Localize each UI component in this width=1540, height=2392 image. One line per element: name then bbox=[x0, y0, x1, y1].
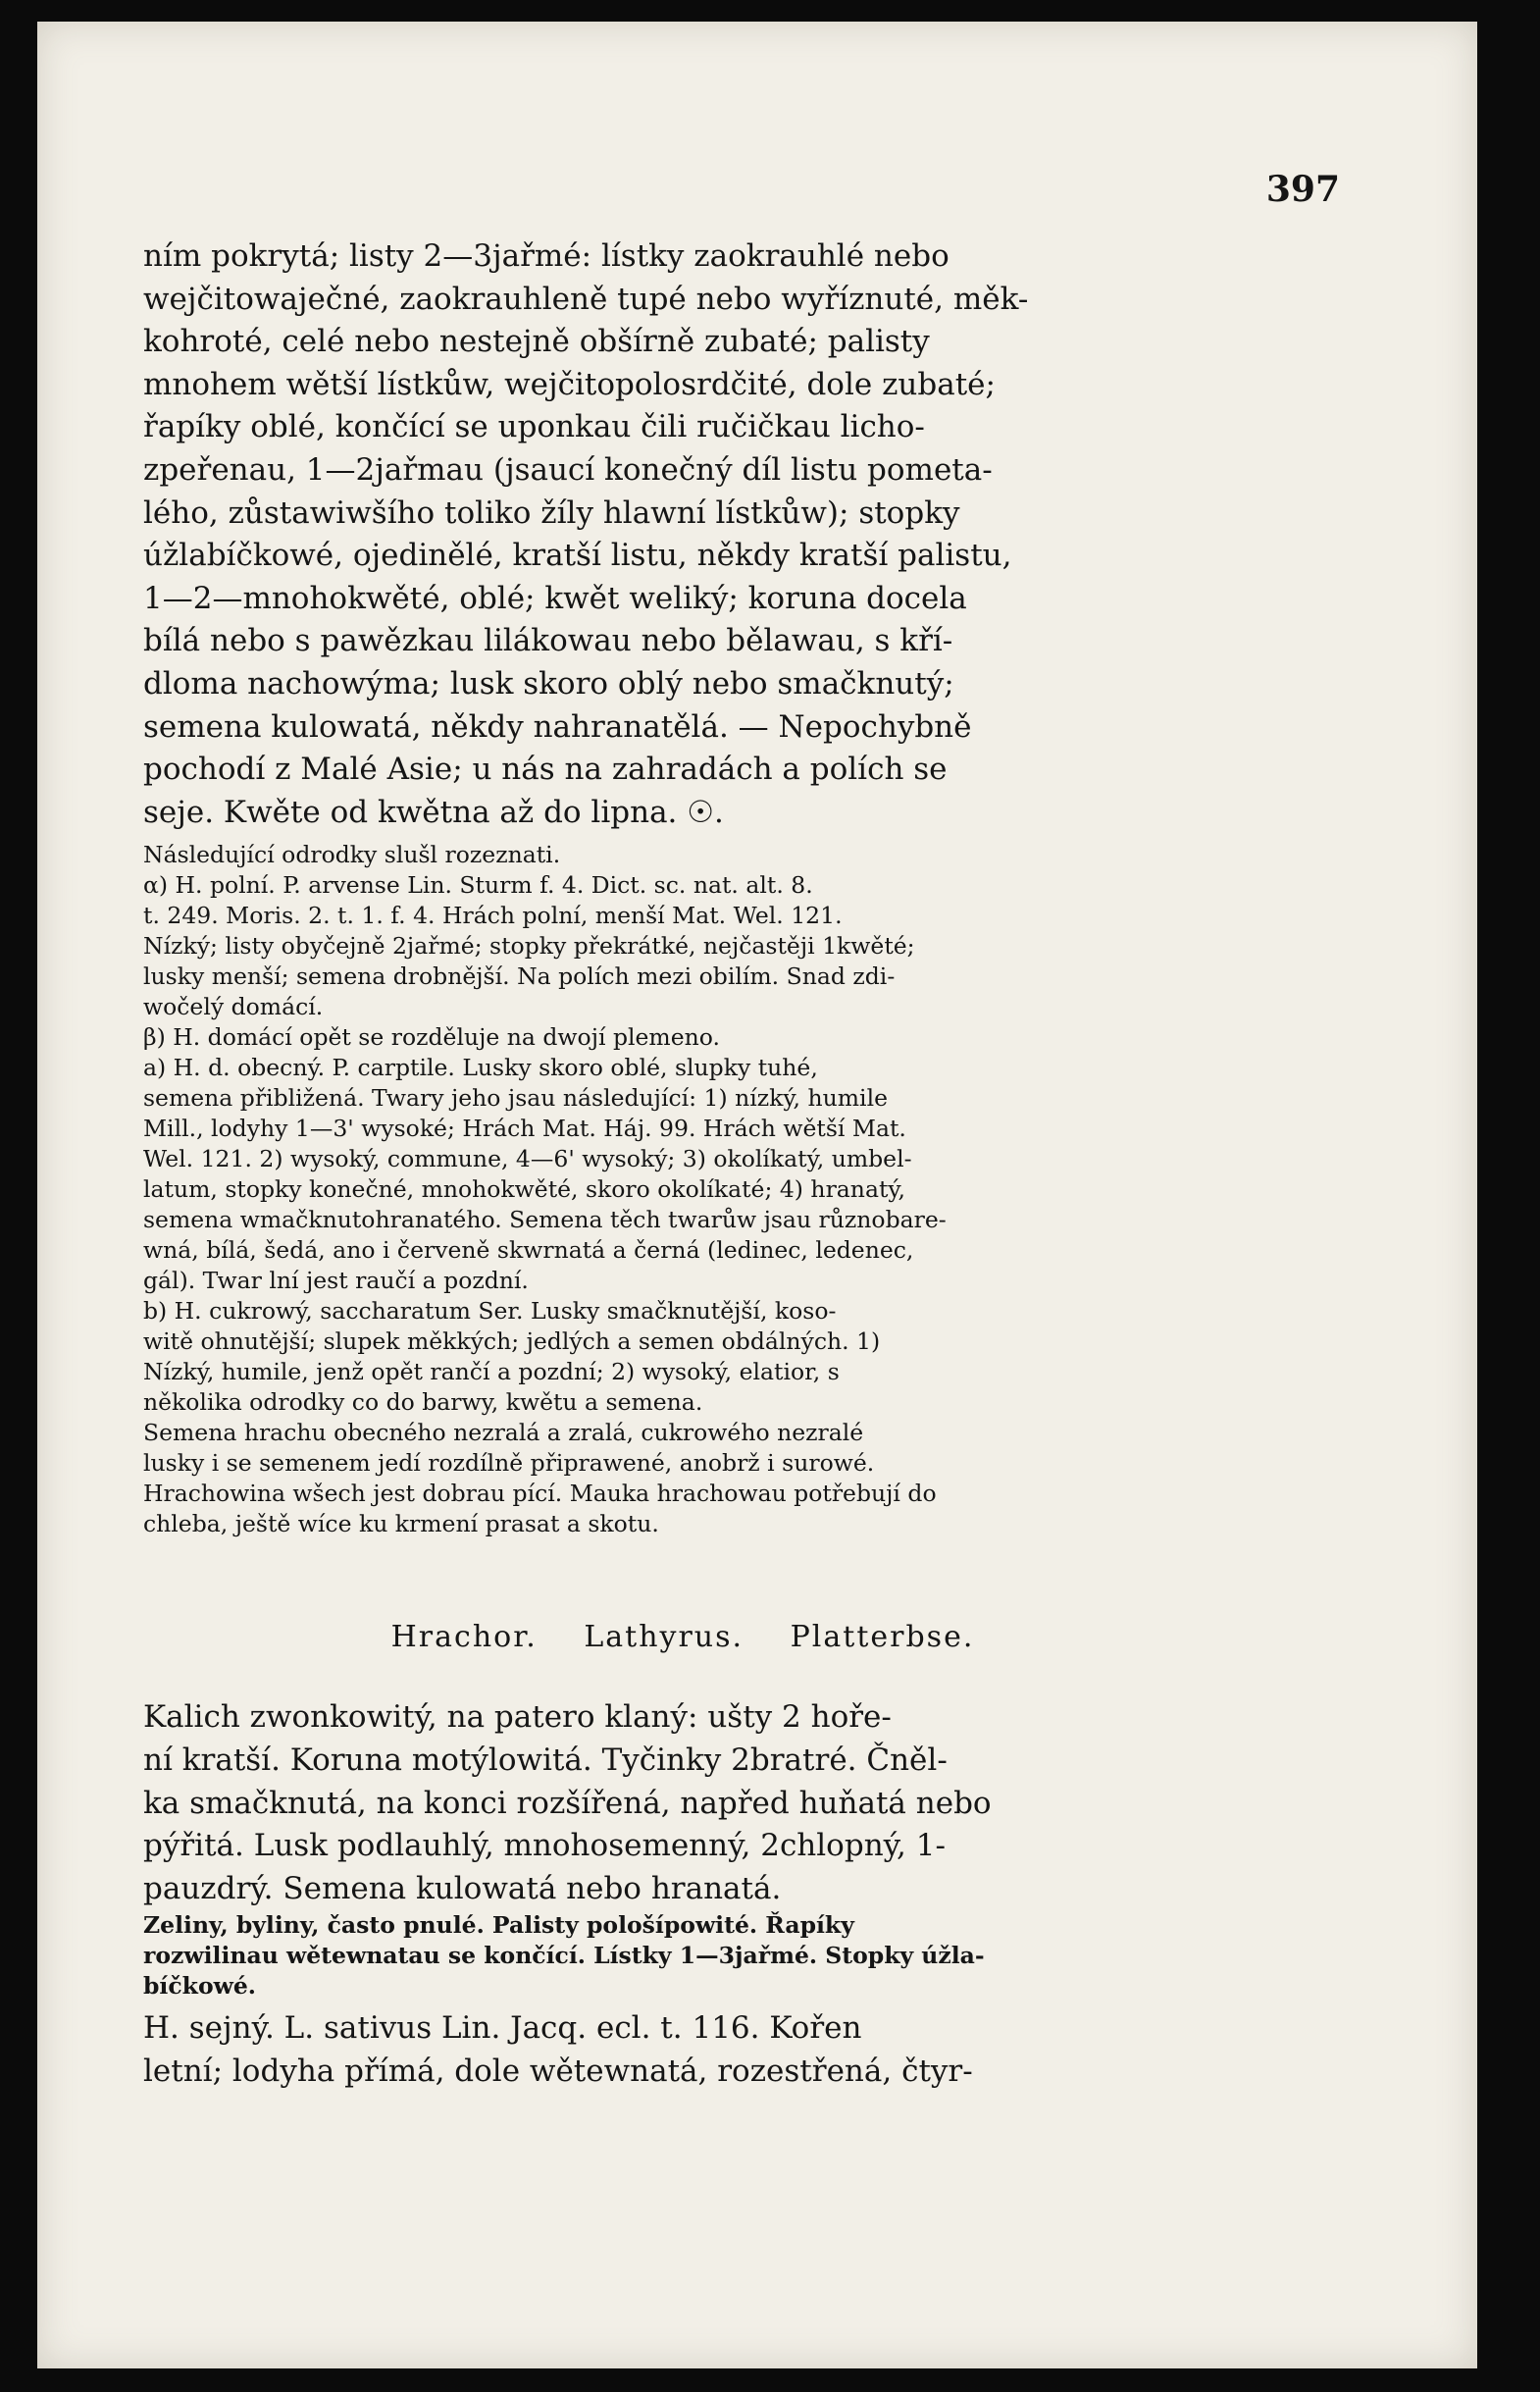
text-line: pochodí z Malé Asie; u nás na zahradách a polích se bbox=[143, 752, 948, 788]
text-line: Semena hrachu obecného nezralá a zralá, cukrowého nezralé bbox=[143, 1419, 864, 1447]
text-line: pýřitá. Lusk podlauhlý, mnohosemenný, 2chlopný, 1- bbox=[143, 1828, 946, 1864]
text-line: ním pokrytá; listy 2—3jařmé: lístky zaokrauhlé nebo bbox=[143, 238, 950, 274]
text-line: Hrachowina wšech jest dobrau pící. Mauka hrachowau potřebují do bbox=[143, 1480, 937, 1508]
text-line: witě ohnutější; slupek měkkých; jedlých a semen obdálných. 1) bbox=[143, 1327, 881, 1356]
text-line: wná, bílá, šedá, ano i červeně skwrnatá a černá (ledinec, ledenec, bbox=[143, 1236, 914, 1265]
text-line: Wel. 121. 2) wysoký, commune, 4—6' wysoký; 3) okolíkatý, umbel- bbox=[143, 1145, 912, 1173]
text-line: α) H. polní. P. arvense Lin. Sturm f. 4. Dict. sc. nat. alt. 8. bbox=[143, 871, 813, 900]
text-line: bílá nebo s pawězkau lilákowau nebo bělawau, s kří- bbox=[143, 623, 953, 659]
text-line: semena wmačknutohranatého. Semena těch twarůw jsau různobare- bbox=[143, 1206, 947, 1234]
text-line: Zeliny, byliny, často pnulé. Palisty pološípowité. Řapíky bbox=[143, 1911, 854, 1940]
text-line: mnohem wětší lístkůw, wejčitopolosrdčité, dole zubaté; bbox=[143, 366, 996, 402]
text-line: t. 249. Moris. 2. t. 1. f. 4. Hrách polní, menší Mat. Wel. 121. bbox=[143, 902, 843, 930]
text-line: úžlabíčkowé, ojedinělé, kratší listu, někdy kratší palistu, bbox=[143, 538, 1012, 574]
species-description bbox=[143, 2007, 1222, 2093]
text-line: rozwilinau wětewnatau se končící. Lístky 1—3jařmé. Stopky úžla- bbox=[143, 1942, 985, 1970]
text-line: Nízký, humile, jenž opět rančí a pozdní; 2) wysoký, elatior, s bbox=[143, 1358, 840, 1386]
text-line: Kalich zwonkowitý, na patero klaný: ušty 2 hoře- bbox=[143, 1699, 892, 1736]
text-line: gál). Twar lní jest raučí a pozdní. bbox=[143, 1267, 529, 1295]
text-line: lusky i se semenem jedí rozdílně připrawené, anobrž i surowé. bbox=[143, 1449, 875, 1478]
text-line: a) H. d. obecný. P. carptile. Lusky skoro oblé, slupky tuhé, bbox=[143, 1054, 818, 1082]
text-line: chleba, ještě wíce ku krmení prasat a skotu. bbox=[143, 1510, 659, 1538]
text-line: Následující odrodky slušl rozeznati. bbox=[143, 841, 561, 869]
description-paragraph bbox=[143, 235, 1222, 834]
text-line: dloma nachowýma; lusk skoro oblý nebo smačknutý; bbox=[143, 665, 954, 702]
genus-name-latin: Lathyrus. bbox=[584, 1620, 744, 1655]
genus-notes bbox=[143, 1910, 1222, 2002]
text-line: zpeřenau, 1—2jařmau (jsaucí konečný díl listu pometa- bbox=[143, 451, 993, 488]
text-line: latum, stopky konečné, mnohokwěté, skoro okolíkaté; 4) hranatý, bbox=[143, 1175, 906, 1204]
page-number: 397 bbox=[1265, 169, 1340, 210]
genus-name-czech: Hrachor. bbox=[390, 1620, 538, 1655]
varieties-section bbox=[143, 840, 1222, 1539]
text-line: řapíky oblé, končící se uponkau čili ručičkau licho- bbox=[143, 409, 925, 445]
text-line: pauzdrý. Semena kulowatá nebo hranatá. bbox=[143, 1870, 782, 1906]
text-line: H. sejný. L. sativus Lin. Jacq. ecl. t. 116. Kořen bbox=[143, 2010, 862, 2047]
text-line: wejčitowaječné, zaokrauhleně tupé nebo wyříznuté, měk- bbox=[143, 281, 1029, 317]
text-line: letní; lodyha přímá, dole wětewnatá, rozestřená, čtyr- bbox=[143, 2053, 973, 2089]
text-line: lého, zůstawiwšího toliko žíly hlawní lístkůw); stopky bbox=[143, 494, 960, 531]
text-line: bíčkowé. bbox=[143, 1972, 256, 2001]
text-line: seje. Kwěte od kwětna až do lipna. ☉. bbox=[143, 794, 724, 830]
genus-name-german: Platterbse. bbox=[790, 1620, 975, 1655]
book-page bbox=[37, 22, 1477, 2368]
page-content bbox=[143, 235, 1222, 2093]
genus-characters bbox=[143, 1696, 1222, 1910]
text-line: 1—2—mnohokwěté, oblé; kwět weliký; koruna docela bbox=[143, 580, 967, 616]
text-line: semena kulowatá, někdy nahranatělá. — Nepochybně bbox=[143, 708, 972, 745]
text-line: Mill., lodyhy 1—3' wysoké; Hrách Mat. Háj. 99. Hrách wětší Mat. bbox=[143, 1115, 906, 1143]
text-line: lusky menší; semena drobnější. Na polích mezi obilím. Snad zdi- bbox=[143, 962, 896, 991]
text-line: β) H. domácí opět se rozděluje na dwojí plemeno. bbox=[143, 1023, 720, 1052]
text-line: několika odrodky co do barwy, kwětu a semena. bbox=[143, 1388, 703, 1417]
text-line: kohroté, celé nebo nestejně obšírně zubaté; palisty bbox=[143, 324, 930, 360]
text-line: ka smačknutá, na konci rozšířená, napřed huňatá nebo bbox=[143, 1785, 992, 1821]
genus-heading bbox=[143, 1618, 1222, 1657]
text-line: b) H. cukrowý, saccharatum Ser. Lusky smačknutější, koso- bbox=[143, 1297, 837, 1326]
text-line: wočelý domácí. bbox=[143, 993, 324, 1021]
text-line: Nízký; listy obyčejně 2jařmé; stopky překrátké, nejčastěji 1kwěté; bbox=[143, 932, 915, 961]
text-line: semena přibližená. Twary jeho jsau následující: 1) nízký, humile bbox=[143, 1084, 888, 1113]
text-line: ní kratší. Koruna motýlowitá. Tyčinky 2bratré. Čněl- bbox=[143, 1742, 948, 1778]
